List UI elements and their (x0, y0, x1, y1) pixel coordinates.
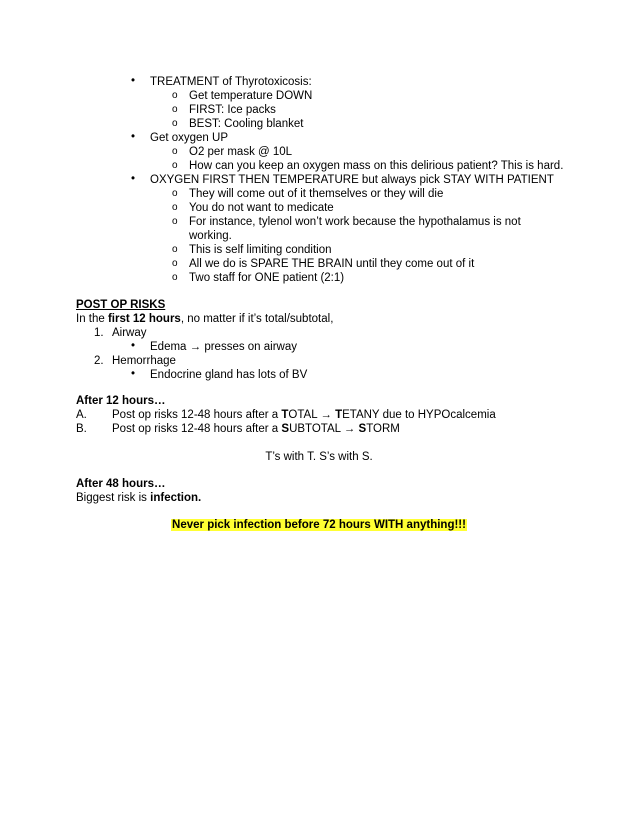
after-12-text: ETANY due to HYPOcalcemia (342, 409, 496, 421)
after-12-title: After 12 hours… (76, 395, 166, 407)
list-letter: A. (76, 409, 87, 421)
oxygen-item: O2 per mask @ 10L (189, 146, 293, 158)
sub-bullet-marker: o (172, 216, 178, 227)
bullet-marker: • (130, 75, 136, 87)
sub-bullet-marker: o (172, 118, 178, 129)
after-12-item-a (112, 408, 496, 422)
oxygen-first-item: All we do is SPARE THE BRAIN until they come out of it (189, 258, 475, 270)
post-op-intro-bold: first 12 hours (107, 313, 181, 325)
treatment-item: FIRST: Ice packs (189, 104, 276, 116)
oxygen-first-item: For instance, tylenol won’t work because the hypothalamus is not (189, 216, 521, 228)
highlight-line (0, 518, 638, 532)
list-number: 1. (94, 327, 104, 339)
after-12-bold-letter: S (281, 423, 290, 435)
post-op-subitem: Edema → presses on airway (150, 341, 298, 353)
after-12-bold-letter: S (358, 423, 367, 435)
post-op-intro-text: , no matter if it’s total/subtotal, (180, 313, 334, 325)
after-12-text: Post op risks 12-48 hours after a (112, 409, 282, 421)
treatment-item: BEST: Cooling blanket (189, 118, 304, 130)
sub-bullet-marker: o (172, 90, 178, 101)
oxygen-first-item: Two staff for ONE patient (2:1) (189, 272, 345, 284)
after-12-bold-letter: T (335, 409, 343, 421)
sub-bullet-marker: o (172, 202, 178, 213)
highlighted-warning: Never pick infection before 72 hours WITH anything!!! (172, 519, 466, 531)
oxygen-first-item: This is self limiting condition (189, 244, 332, 256)
list-number: 2. (94, 355, 104, 367)
bullet-marker: • (130, 340, 136, 352)
sub-bullet-marker: o (172, 272, 178, 283)
oxygen-heading: Get oxygen UP (150, 132, 228, 144)
after-12-bold-letter: T (281, 409, 289, 421)
after-48-bold: infection. (150, 492, 202, 504)
oxygen-first-item: You do not want to medicate (189, 202, 334, 214)
sub-bullet-marker: o (172, 104, 178, 115)
after-12-item-b (112, 422, 400, 436)
oxygen-item: How can you keep an oxygen mass on this delirious patient? This is hard. (189, 160, 564, 172)
oxygen-first-item: They will come out of it themselves or they will die (189, 188, 444, 200)
post-op-item: Hemorrhage (112, 355, 176, 367)
oxygen-first-heading: OXYGEN FIRST THEN TEMPERATURE but always pick STAY WITH PATIENT (150, 174, 554, 186)
after-12-text: TORM (366, 423, 400, 435)
sub-bullet-marker: o (172, 188, 178, 199)
after-48-text: Biggest risk is (76, 492, 151, 504)
sub-bullet-marker: o (172, 244, 178, 255)
post-op-intro-text: In the (76, 313, 108, 325)
list-letter: B. (76, 423, 87, 435)
bullet-marker: • (130, 131, 136, 143)
after-12-text: UBTOTAL → (289, 423, 359, 435)
treatment-item: Get temperature DOWN (189, 90, 313, 102)
sub-bullet-marker: o (172, 160, 178, 171)
mnemonic-line: T’s with T. S’s with S. (265, 451, 373, 463)
after-12-text: OTAL → (288, 409, 336, 421)
post-op-title: POST OP RISKS (76, 299, 166, 311)
post-op-intro (76, 312, 333, 326)
oxygen-first-item-continued: working. (189, 230, 232, 242)
bullet-marker: • (130, 173, 136, 185)
bullet-marker: • (130, 368, 136, 380)
post-op-subitem: Endocrine gland has lots of BV (150, 369, 308, 381)
after-48-title: After 48 hours… (76, 478, 166, 490)
sub-bullet-marker: o (172, 258, 178, 269)
after-12-text: Post op risks 12-48 hours after a (112, 423, 282, 435)
post-op-item: Airway (112, 327, 147, 339)
sub-bullet-marker: o (172, 146, 178, 157)
after-48-risk (76, 491, 201, 505)
treatment-heading: TREATMENT of Thyrotoxicosis: (150, 76, 312, 88)
